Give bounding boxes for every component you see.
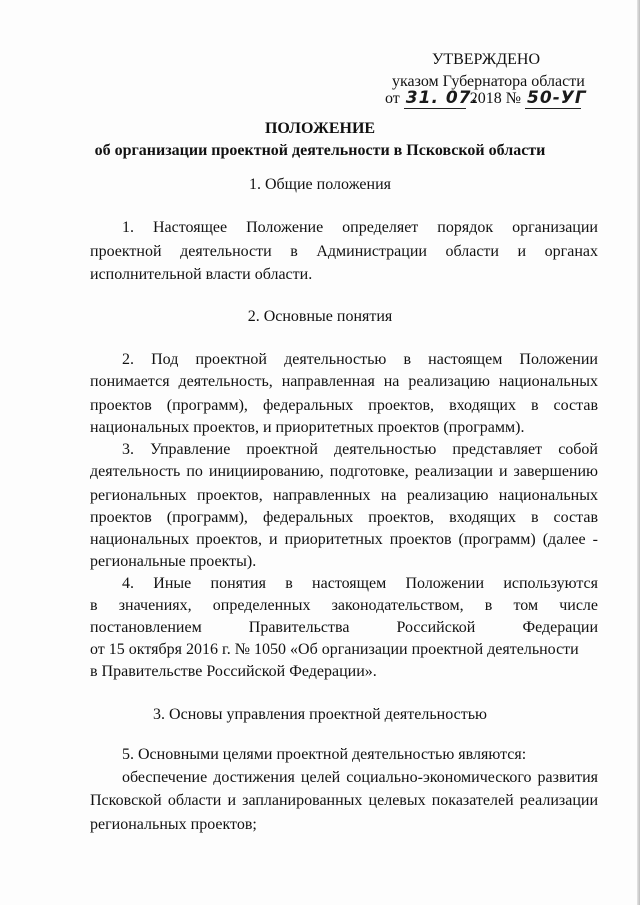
paragraph-2-line-1: 2. Под проектной деятельностью в настоящем Положении [122, 351, 598, 368]
section-heading-1: 1. Общие положения [248, 176, 392, 193]
paragraph-3-line-2: деятельность по инициированию, подготовке, реализации и завершению [90, 463, 598, 480]
paragraph-5-line-1: 5. Основными целями проектной деятельностью являются: [122, 746, 527, 763]
section-heading-3: 3. Основы управления проектной деятельностью [153, 706, 487, 723]
paragraph-5-line-4: региональных проектов; [90, 816, 257, 833]
paragraph-1-line-1: 1. Настоящее Положение определяет порядок организации [122, 219, 598, 236]
paragraph-2-line-4: национальных проектов, и приоритетных проектов (программ). [90, 419, 525, 436]
paragraph-3-line-4: проектов (программ), федеральных проектов, входящих в состав [90, 509, 598, 526]
paragraph-4-line-3: постановлением Правительства Российской Федерации [90, 619, 598, 636]
paragraph-3-line-1: 3. Управление проектной деятельностью представляет собой [122, 441, 598, 458]
paragraph-2-line-2: понимается деятельность, направленная на реализацию национальных [90, 373, 598, 390]
paragraph-3-line-6: региональные проекты). [90, 553, 257, 570]
approval-number-handwritten: 50-УГ [527, 88, 587, 108]
paragraph-4-line-1: 4. Иные понятия в настоящем Положении используются [122, 575, 598, 592]
paragraph-1-line-3: исполнительной власти области. [90, 266, 313, 283]
approval-stamp-title: УТВЕРЖДЕНО [432, 51, 541, 68]
approval-decree-line: указом Губернатора области [392, 73, 585, 90]
paragraph-3-line-3: региональных проектов, направленных на реализацию национальных [90, 487, 598, 504]
section-heading-2: 2. Основные понятия [247, 308, 393, 325]
document-subtitle: об организации проектной деятельности в Псковской области [94, 142, 546, 159]
approval-date-handwritten: 31. 07. [405, 88, 479, 108]
document-title: ПОЛОЖЕНИЕ [264, 120, 376, 137]
paragraph-4-line-2: в значениях, определенных законодательством, в том числе [90, 597, 598, 614]
paragraph-5-line-3: Псковской области и запланированных целевых показателей реализации [90, 792, 598, 809]
paragraph-4-line-4: от 15 октября 2016 г. № 1050 «Об организации проектной деятельности [90, 641, 579, 658]
paragraph-5-line-2: обеспечение достижения целей социально-экономического развития [122, 769, 598, 786]
paragraph-4-line-5: в Правительстве Российской Федерации». [90, 663, 377, 680]
approval-from-label: от [385, 90, 400, 107]
paragraph-2-line-3: проектов (программ), федеральных проектов, входящих в состав [90, 397, 598, 414]
paragraph-3-line-5: национальных проектов, и приоритетных проектов (программ) (далее - [90, 531, 598, 548]
approval-date-row [385, 88, 587, 109]
paragraph-1-line-2: проектной деятельности в Администрации области и органах [90, 243, 598, 260]
approval-year-number-label: 2018 № [469, 90, 522, 107]
